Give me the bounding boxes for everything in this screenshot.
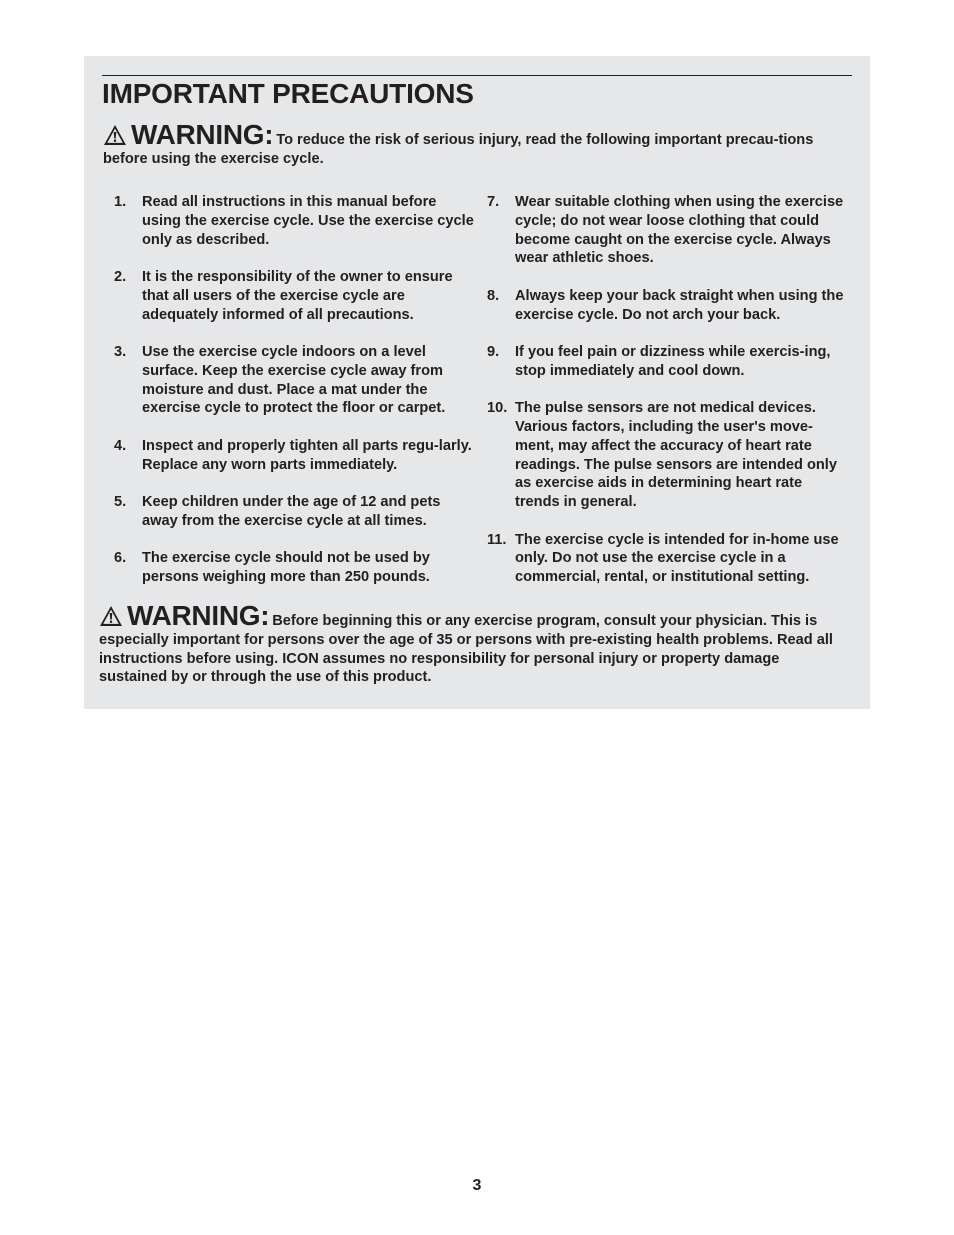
top-rule — [102, 75, 852, 76]
item-text: The pulse sensors are not medical devices. Various factors, including the user's move-ment, may affect the accuracy of heart rate readings. The pulse sensors are intended only as exercise aids in determining heart rate trends in general. — [515, 400, 837, 511]
list-item — [114, 549, 474, 587]
page-number: 3 — [472, 1177, 482, 1194]
item-text: Keep children under the age of 12 and pets away from the exercise cycle at all times. — [142, 493, 441, 529]
precautions-list-left — [114, 193, 474, 587]
warning-text: Before beginning this or any exercise program, consult your physician. This is especially important for persons over the age of 35 or persons with pre-existing health problems. Read all instructions before using. ICON assumes no responsibility for personal injury or property damage sustained by or through the use of this product. — [99, 613, 833, 686]
warning-triangle-icon — [99, 603, 123, 625]
list-item — [114, 493, 474, 531]
list-item — [487, 193, 847, 268]
warning-label: WARNING: — [127, 600, 270, 631]
item-number: 1. — [114, 194, 127, 210]
item-text: If you feel pain or dizziness while exercis-ing, stop immediately and cool down. — [515, 343, 831, 379]
warning-text: To reduce the risk of serious injury, read the following important precau-tions before using the exercise cycle. — [103, 132, 814, 167]
item-number: 5. — [114, 493, 127, 510]
item-text: Inspect and properly tighten all parts regu-larly. Replace any worn parts immediately. — [142, 437, 472, 473]
list-item — [114, 268, 474, 324]
item-number: 10. — [487, 400, 508, 417]
list-item — [487, 287, 847, 325]
item-number: 2. — [114, 268, 127, 285]
item-text: Read all instructions in this manual before using the exercise cycle. Use the exercise cycle only as described. — [142, 194, 474, 248]
item-number: 4. — [114, 437, 127, 454]
item-text: Always keep your back straight when using the exercise cycle. Do not arch your back. — [515, 287, 844, 323]
item-text: The exercise cycle is intended for in-home use only. Do not use the exercise cycle in a commercial, rental, or institutional setting. — [515, 531, 839, 586]
warning-block-bottom — [99, 602, 851, 687]
item-text: Use the exercise cycle indoors on a level surface. Keep the exercise cycle away from moisture and dust. Place a mat under the exercise cycle to protect the floor or carpet. — [142, 343, 446, 417]
list-item — [114, 193, 474, 249]
item-number: 8. — [487, 287, 500, 304]
item-number: 7. — [487, 194, 500, 210]
item-number: 6. — [114, 550, 127, 567]
item-number: 3. — [114, 343, 127, 360]
warning-label: WARNING: — [131, 119, 274, 150]
item-number: 9. — [487, 343, 500, 360]
item-number: 11. — [487, 531, 507, 548]
warning-triangle-icon — [103, 122, 127, 144]
list-item — [487, 531, 847, 587]
item-text: Wear suitable clothing when using the exercise cycle; do not wear loose clothing that could become caught on the exercise cycle. Always wear athletic shoes. — [515, 194, 844, 267]
item-text: It is the responsibility of the owner to ensure that all users of the exercise cycle are adequately informed of all precautions. — [142, 268, 453, 323]
list-item — [114, 437, 474, 475]
precautions-list-right — [487, 193, 847, 587]
item-text: The exercise cycle should not be used by persons weighing more than 250 pounds. — [142, 550, 430, 585]
list-item — [487, 399, 847, 512]
list-item — [114, 343, 474, 418]
page-title: IMPORTANT PRECAUTIONS — [102, 78, 474, 109]
warning-block-top — [103, 121, 855, 169]
list-item — [487, 343, 847, 381]
